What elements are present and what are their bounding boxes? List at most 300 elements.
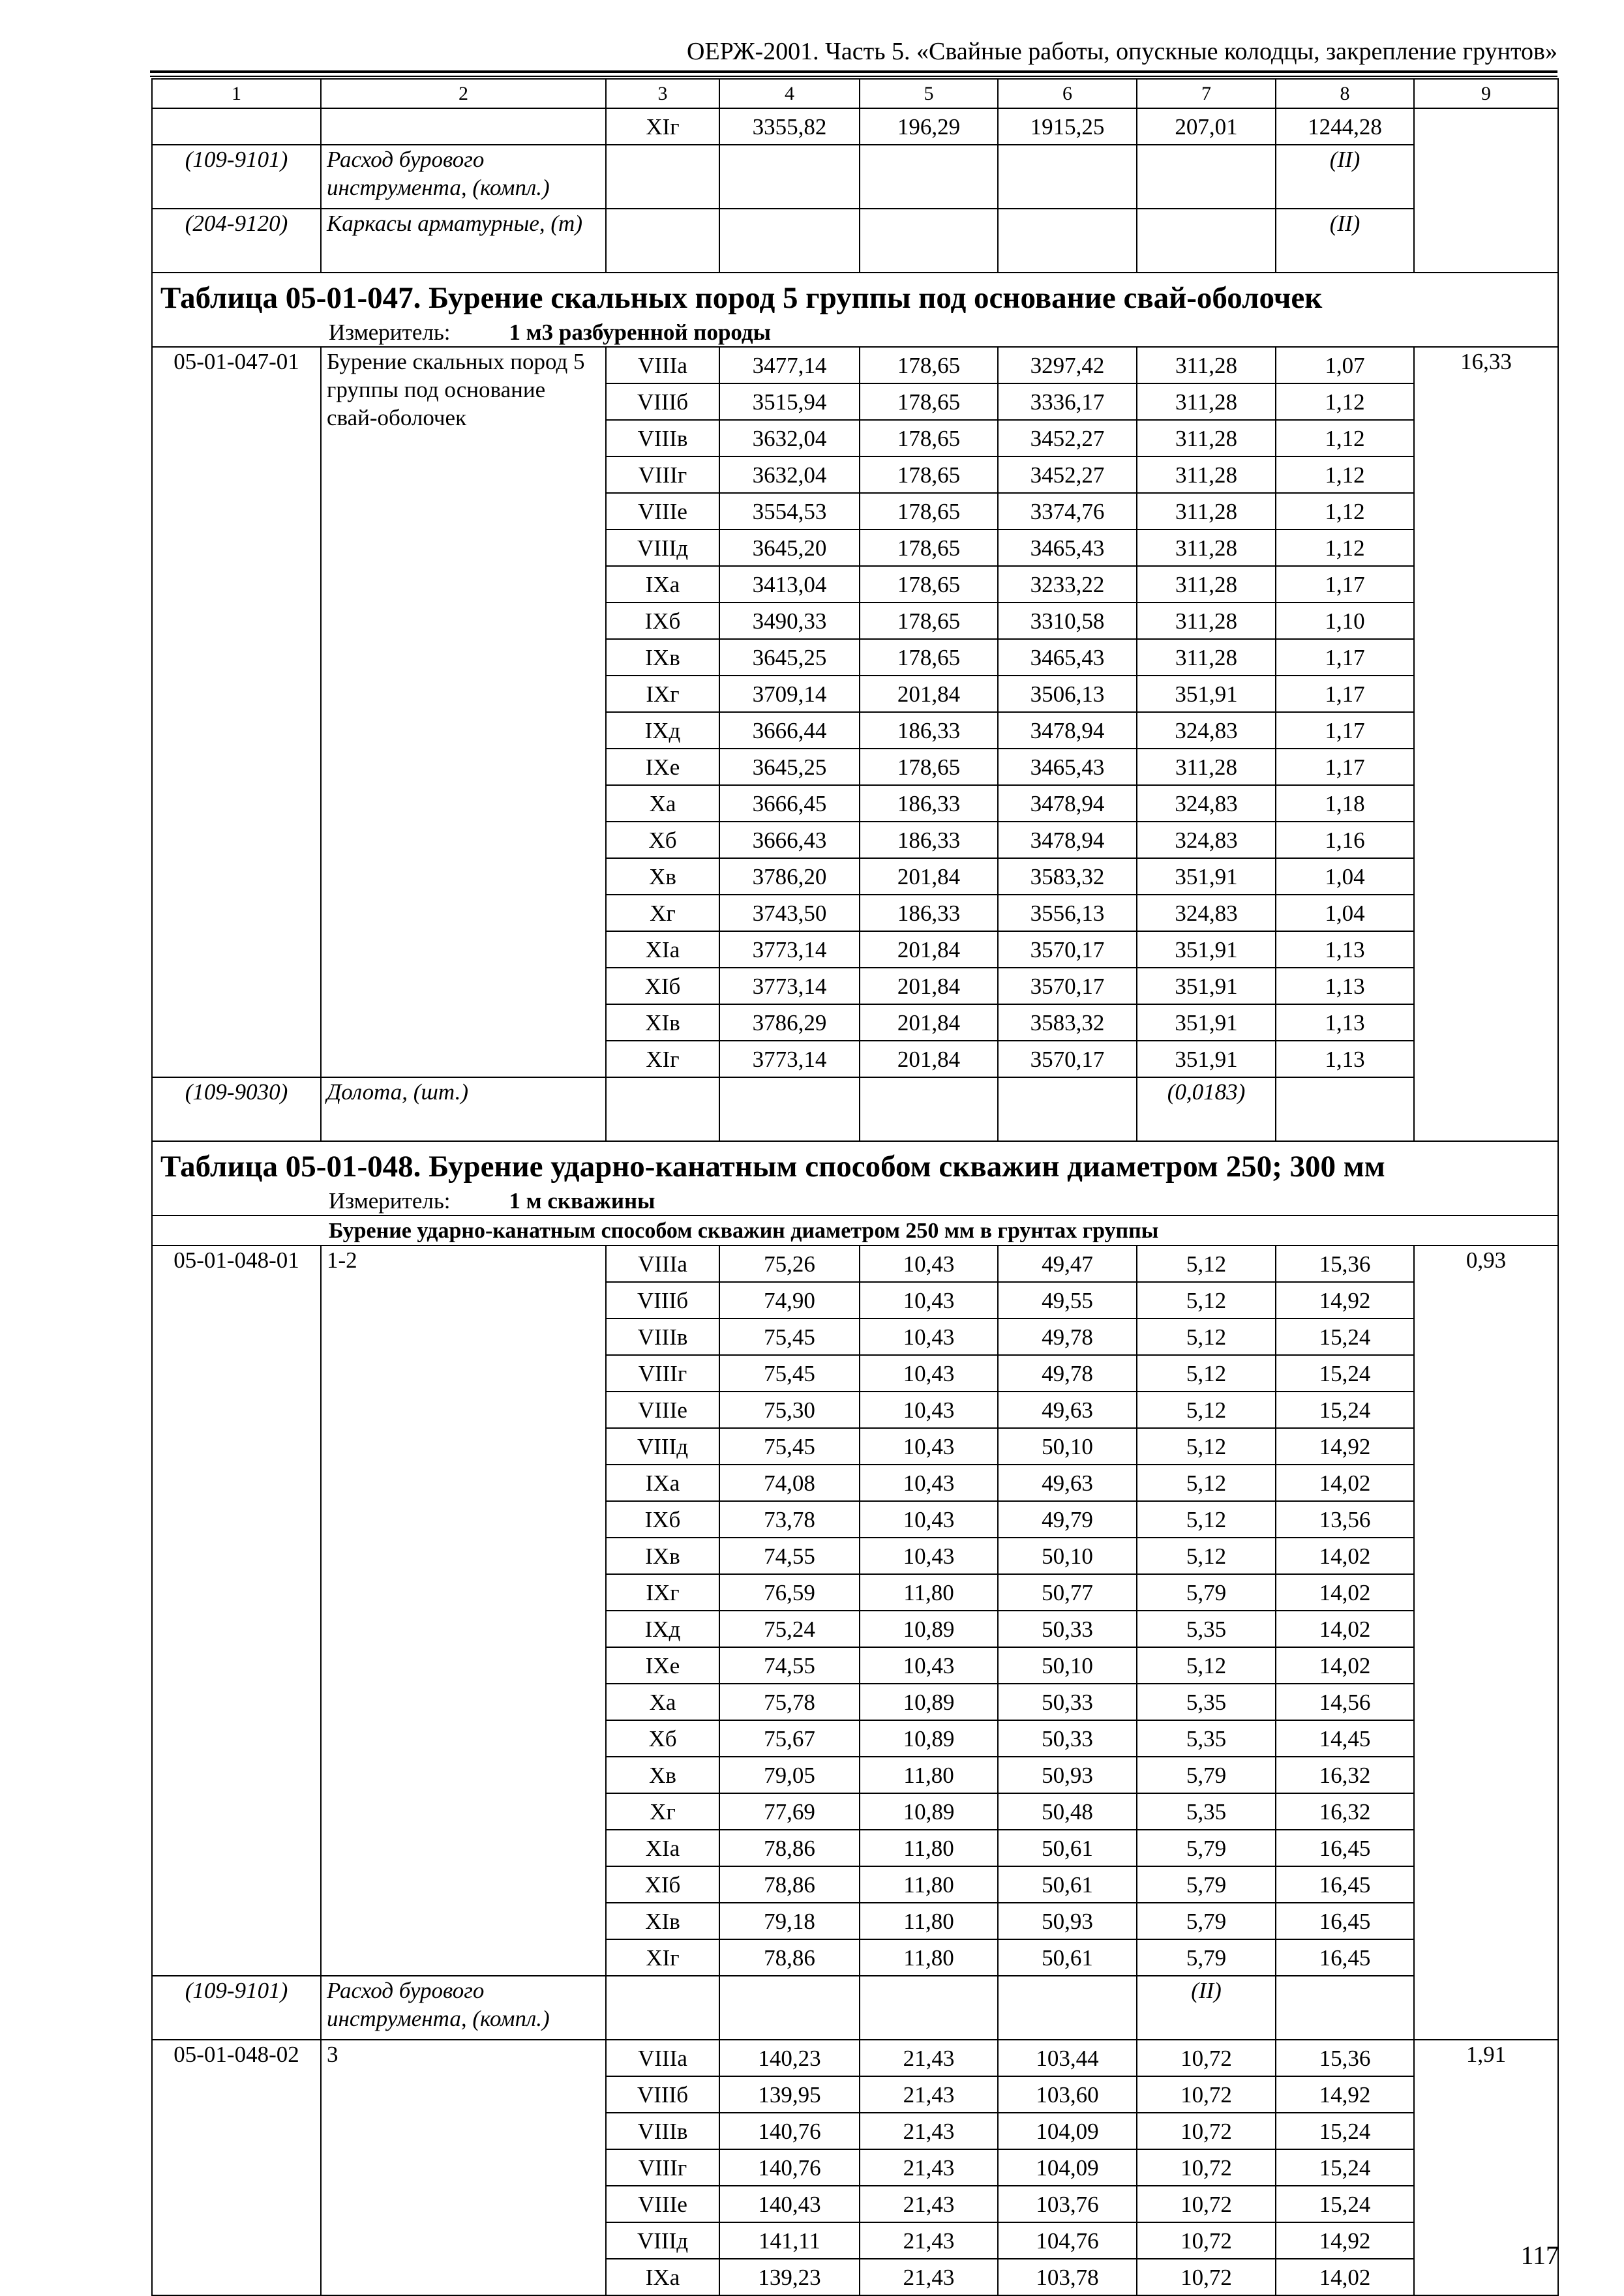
value-cell: 49,78 [998, 1355, 1137, 1392]
category-cell: VIIIа [606, 1245, 719, 1282]
empty-cell [719, 145, 860, 209]
value-cell: 201,84 [860, 1004, 998, 1041]
value-cell: 3570,17 [998, 1041, 1137, 1077]
category-cell: IXе [606, 749, 719, 785]
resource-name: Расход бурового инструмента, (компл.) [321, 1976, 606, 2040]
column-number: 8 [1276, 79, 1414, 108]
value-cell: 351,91 [1137, 1041, 1276, 1077]
value-cell: 74,90 [719, 1282, 860, 1319]
rate-code: 05-01-048-02 [152, 2040, 321, 2295]
value-cell: 311,28 [1137, 493, 1276, 529]
category-cell: XIб [606, 968, 719, 1004]
value-cell: 3413,04 [719, 566, 860, 603]
value-cell: 1,10 [1276, 603, 1414, 639]
value-cell: 74,08 [719, 1465, 860, 1501]
value-cell: 324,83 [1137, 785, 1276, 822]
value-cell: 3773,14 [719, 968, 860, 1004]
category-cell: VIIIб [606, 2076, 719, 2113]
value-cell: 10,89 [860, 1720, 998, 1757]
value-cell: 15,24 [1276, 2186, 1414, 2222]
coefficient-cell: 16,33 [1414, 347, 1558, 1141]
resource-value: (II) [1137, 1976, 1276, 2040]
value-cell: 178,65 [860, 493, 998, 529]
value-cell: 14,02 [1276, 1611, 1414, 1647]
rates-table-body [152, 79, 1558, 2295]
value-cell: 3570,17 [998, 931, 1137, 968]
rate-name: 3 [321, 2040, 606, 2295]
value-cell: 3310,58 [998, 603, 1137, 639]
header-rule-thin [150, 76, 1557, 77]
resource-value: (0,0183) [1137, 1077, 1276, 1141]
value-cell: 16,45 [1276, 1866, 1414, 1903]
value-cell: 1,18 [1276, 785, 1414, 822]
value-cell: 3632,04 [719, 456, 860, 493]
value-cell: 140,76 [719, 2149, 860, 2186]
value-cell: 178,65 [860, 639, 998, 676]
value-cell: 1,12 [1276, 456, 1414, 493]
value-cell: 49,63 [998, 1465, 1137, 1501]
value-cell: 10,43 [860, 1392, 998, 1428]
value-cell: 10,72 [1137, 2149, 1276, 2186]
value-cell: 50,48 [998, 1793, 1137, 1830]
value-cell: 3554,53 [719, 493, 860, 529]
value-cell: 75,30 [719, 1392, 860, 1428]
value-cell: 3452,27 [998, 420, 1137, 456]
running-header: ОЕРЖ-2001. Часть 5. «Свайные работы, опускные колодцы, закрепление грунтов» [687, 38, 1557, 65]
value-cell: 1,04 [1276, 858, 1414, 895]
value-cell: 10,89 [860, 1793, 998, 1830]
category-cell: VIIIа [606, 347, 719, 383]
measure-row-cell [152, 319, 1558, 347]
value-cell: 11,80 [860, 1939, 998, 1976]
value-cell: 324,83 [1137, 712, 1276, 749]
value-cell: 3773,14 [719, 931, 860, 968]
value-cell: 10,43 [860, 1465, 998, 1501]
value-cell: 5,12 [1137, 1392, 1276, 1428]
category-cell: XIб [606, 1866, 719, 1903]
value-cell: 3666,45 [719, 785, 860, 822]
resource-code: (109-9030) [152, 1077, 321, 1141]
value-cell: 10,43 [860, 1538, 998, 1574]
value-cell: 311,28 [1137, 566, 1276, 603]
value-cell: 15,24 [1276, 2149, 1414, 2186]
value-cell: 351,91 [1137, 968, 1276, 1004]
value-cell: 1,17 [1276, 749, 1414, 785]
rate-code-text: 05-01-047-01 [173, 349, 299, 374]
measure-row [152, 1187, 1558, 1215]
value-cell: 50,61 [998, 1830, 1137, 1866]
value-cell: 186,33 [860, 712, 998, 749]
value-cell: 324,83 [1137, 895, 1276, 931]
value-cell: 1,07 [1276, 347, 1414, 383]
data-row [152, 347, 1558, 383]
value-cell: 186,33 [860, 895, 998, 931]
empty-cell [606, 145, 719, 209]
category-cell: XIг [606, 1041, 719, 1077]
value-cell: 79,18 [719, 1903, 860, 1939]
empty-cell [719, 1976, 860, 2040]
empty-cell [1137, 145, 1276, 209]
value-cell: 3773,14 [719, 1041, 860, 1077]
value-cell: 49,63 [998, 1392, 1137, 1428]
category-cell: XIв [606, 1004, 719, 1041]
value-cell: 14,45 [1276, 1720, 1414, 1757]
value-cell: 49,78 [998, 1319, 1137, 1355]
value-cell: 1,17 [1276, 676, 1414, 712]
value-cell: 178,65 [860, 383, 998, 420]
category-cell: VIIIе [606, 2186, 719, 2222]
value-cell: 50,93 [998, 1903, 1137, 1939]
value-cell: 311,28 [1137, 420, 1276, 456]
value-cell: 16,32 [1276, 1757, 1414, 1793]
value-cell: 14,92 [1276, 1282, 1414, 1319]
category-cell: IXг [606, 676, 719, 712]
value-cell: 1,13 [1276, 968, 1414, 1004]
column-number: 1 [152, 79, 321, 108]
value-cell: 140,23 [719, 2040, 860, 2076]
value-cell: 74,55 [719, 1647, 860, 1684]
value-cell: 50,33 [998, 1684, 1137, 1720]
measure-unit: 1 м3 разбуренной породы [509, 320, 771, 345]
resource-row [152, 1077, 1558, 1141]
value-cell: 201,84 [860, 1041, 998, 1077]
resource-value: (II) [1276, 145, 1414, 209]
category-cell: IXд [606, 1611, 719, 1647]
value-cell: 10,72 [1137, 2076, 1276, 2113]
empty-cell [860, 1077, 998, 1141]
value-cell: 3478,94 [998, 822, 1137, 858]
value-cell: 49,79 [998, 1501, 1137, 1538]
category-cell: IXа [606, 566, 719, 603]
header-rule [150, 70, 1557, 73]
value-cell: 311,28 [1137, 529, 1276, 566]
table-title: Таблица 05-01-048. Бурение ударно-канатным способом скважин диаметром 250; 300 мм [152, 1141, 1558, 1187]
column-number: 4 [719, 79, 860, 108]
category-cell: XIг [606, 108, 719, 145]
value-cell: 14,92 [1276, 2222, 1414, 2259]
value-cell: 5,12 [1137, 1245, 1276, 1282]
value-cell: 10,43 [860, 1647, 998, 1684]
value-cell: 5,12 [1137, 1428, 1276, 1465]
measure-row [152, 319, 1558, 347]
category-cell: Xв [606, 1757, 719, 1793]
value-cell: 78,86 [719, 1866, 860, 1903]
empty-cell [998, 1976, 1137, 2040]
resource-name: Каркасы арматурные, (т) [321, 209, 606, 273]
category-cell: VIIIд [606, 2222, 719, 2259]
value-cell: 3666,44 [719, 712, 860, 749]
value-cell: 3465,43 [998, 639, 1137, 676]
value-cell: 3355,82 [719, 108, 860, 145]
value-cell: 311,28 [1137, 456, 1276, 493]
value-cell: 1244,28 [1276, 108, 1414, 145]
empty-cell [860, 209, 998, 273]
value-cell: 1,13 [1276, 1041, 1414, 1077]
coefficient-cell: 0,93 [1414, 1245, 1558, 2040]
value-cell: 103,44 [998, 2040, 1137, 2076]
value-cell: 15,24 [1276, 1392, 1414, 1428]
value-cell: 77,69 [719, 1793, 860, 1830]
value-cell: 1,17 [1276, 712, 1414, 749]
value-cell: 50,61 [998, 1866, 1137, 1903]
value-cell: 14,92 [1276, 2076, 1414, 2113]
resource-name: Расход бурового инструмента, (компл.) [321, 145, 606, 209]
value-cell: 50,10 [998, 1428, 1137, 1465]
resource-code: (109-9101) [152, 145, 321, 209]
value-cell: 21,43 [860, 2222, 998, 2259]
value-cell: 3709,14 [719, 676, 860, 712]
value-cell: 13,56 [1276, 1501, 1414, 1538]
value-cell: 14,02 [1276, 1574, 1414, 1611]
category-cell: VIIIе [606, 1392, 719, 1428]
category-cell: VIIIб [606, 1282, 719, 1319]
value-cell: 50,10 [998, 1538, 1137, 1574]
value-cell: 10,43 [860, 1428, 998, 1465]
value-cell: 75,26 [719, 1245, 860, 1282]
value-cell: 50,33 [998, 1720, 1137, 1757]
value-cell: 178,65 [860, 603, 998, 639]
value-cell: 5,79 [1137, 1939, 1276, 1976]
rate-name: 1-2 [321, 1245, 606, 1976]
value-cell: 103,60 [998, 2076, 1137, 2113]
category-cell: IXг [606, 1574, 719, 1611]
empty-cell [998, 1077, 1137, 1141]
value-cell: 74,55 [719, 1538, 860, 1574]
resource-row [152, 145, 1558, 209]
value-cell: 186,33 [860, 785, 998, 822]
value-cell: 16,45 [1276, 1903, 1414, 1939]
empty-cell [860, 1976, 998, 2040]
value-cell: 1,12 [1276, 383, 1414, 420]
empty-cell [606, 1077, 719, 1141]
value-cell: 11,80 [860, 1866, 998, 1903]
value-cell: 3743,50 [719, 895, 860, 931]
value-cell: 103,76 [998, 2186, 1137, 2222]
value-cell: 5,12 [1137, 1647, 1276, 1684]
category-cell: XIг [606, 1939, 719, 1976]
value-cell: 5,12 [1137, 1538, 1276, 1574]
rates-table [151, 78, 1559, 2296]
value-cell: 10,43 [860, 1501, 998, 1538]
category-cell: VIIIг [606, 456, 719, 493]
category-cell: Xа [606, 785, 719, 822]
value-cell: 76,59 [719, 1574, 860, 1611]
value-cell: 11,80 [860, 1757, 998, 1793]
value-cell: 50,10 [998, 1647, 1137, 1684]
value-cell: 196,29 [860, 108, 998, 145]
measure-label: Измеритель: [329, 1188, 451, 1214]
value-cell: 75,45 [719, 1355, 860, 1392]
value-cell: 3478,94 [998, 712, 1137, 749]
category-cell: VIIIе [606, 493, 719, 529]
value-cell: 1,17 [1276, 639, 1414, 676]
category-cell: VIIIд [606, 1428, 719, 1465]
value-cell: 1,12 [1276, 420, 1414, 456]
table-title-row [152, 1141, 1558, 1187]
column-number: 3 [606, 79, 719, 108]
value-cell: 311,28 [1137, 347, 1276, 383]
empty-cell [860, 145, 998, 209]
value-cell: 3556,13 [998, 895, 1137, 931]
value-cell: 3570,17 [998, 968, 1137, 1004]
value-cell: 14,92 [1276, 1428, 1414, 1465]
value-cell: 3465,43 [998, 749, 1137, 785]
coefficient-cell: 1,91 [1414, 2040, 1558, 2295]
value-cell: 201,84 [860, 676, 998, 712]
value-cell: 3786,29 [719, 1004, 860, 1041]
value-cell: 14,02 [1276, 1647, 1414, 1684]
value-cell: 351,91 [1137, 931, 1276, 968]
category-cell: Xб [606, 1720, 719, 1757]
resource-code: (109-9101) [152, 1976, 321, 2040]
value-cell: 16,32 [1276, 1793, 1414, 1830]
category-cell: XIа [606, 931, 719, 968]
empty-cell [719, 1077, 860, 1141]
category-cell: IXб [606, 1501, 719, 1538]
category-cell: VIIIг [606, 1355, 719, 1392]
value-cell: 50,93 [998, 1757, 1137, 1793]
value-cell: 5,35 [1137, 1684, 1276, 1720]
category-cell: Xг [606, 895, 719, 931]
value-cell: 5,12 [1137, 1465, 1276, 1501]
value-cell: 3490,33 [719, 603, 860, 639]
value-cell: 10,72 [1137, 2259, 1276, 2295]
category-cell: IXв [606, 1538, 719, 1574]
resource-row [152, 1976, 1558, 2040]
value-cell: 3632,04 [719, 420, 860, 456]
value-cell: 21,43 [860, 2149, 998, 2186]
value-cell: 3374,76 [998, 493, 1137, 529]
value-cell: 50,61 [998, 1939, 1137, 1976]
coefficient-cell [1414, 108, 1558, 273]
value-cell: 49,47 [998, 1245, 1137, 1282]
value-cell: 3786,20 [719, 858, 860, 895]
value-cell: 201,84 [860, 858, 998, 895]
value-cell: 139,23 [719, 2259, 860, 2295]
category-cell: IXб [606, 603, 719, 639]
column-number-row [152, 79, 1558, 108]
value-cell: 104,09 [998, 2149, 1137, 2186]
value-cell: 78,86 [719, 1939, 860, 1976]
value-cell: 178,65 [860, 456, 998, 493]
value-cell: 16,45 [1276, 1830, 1414, 1866]
value-cell: 3645,25 [719, 639, 860, 676]
value-cell: 201,84 [860, 968, 998, 1004]
category-cell: XIа [606, 1830, 719, 1866]
empty-cell [1137, 209, 1276, 273]
value-cell: 11,80 [860, 1830, 998, 1866]
value-cell: 15,24 [1276, 1355, 1414, 1392]
value-cell: 311,28 [1137, 383, 1276, 420]
rate-code [152, 347, 321, 1077]
category-cell: IXа [606, 2259, 719, 2295]
value-cell: 3336,17 [998, 383, 1137, 420]
value-cell: 5,79 [1137, 1866, 1276, 1903]
value-cell: 16,45 [1276, 1939, 1414, 1976]
value-cell: 5,35 [1137, 1793, 1276, 1830]
category-cell: VIIIв [606, 1319, 719, 1355]
subheading: Бурение ударно-канатным способом скважин диаметром 250 мм в грунтах группы [152, 1215, 1558, 1245]
value-cell: 75,45 [719, 1428, 860, 1465]
value-cell: 10,72 [1137, 2222, 1276, 2259]
value-cell: 21,43 [860, 2076, 998, 2113]
value-cell: 1,16 [1276, 822, 1414, 858]
value-cell: 5,12 [1137, 1319, 1276, 1355]
resource-row [152, 209, 1558, 273]
value-cell: 10,89 [860, 1611, 998, 1647]
value-cell: 10,72 [1137, 2113, 1276, 2149]
category-cell: VIIIг [606, 2149, 719, 2186]
value-cell: 5,12 [1137, 1501, 1276, 1538]
value-cell: 75,67 [719, 1720, 860, 1757]
value-cell: 21,43 [860, 2113, 998, 2149]
category-cell: Xг [606, 1793, 719, 1830]
value-cell: 14,02 [1276, 1465, 1414, 1501]
value-cell: 3233,22 [998, 566, 1137, 603]
value-cell: 73,78 [719, 1501, 860, 1538]
category-cell: IXв [606, 639, 719, 676]
column-number: 5 [860, 79, 998, 108]
value-cell: 1,13 [1276, 931, 1414, 968]
value-cell: 50,77 [998, 1574, 1137, 1611]
value-cell: 21,43 [860, 2040, 998, 2076]
value-cell: 3583,32 [998, 858, 1137, 895]
data-row [152, 108, 1558, 145]
value-cell: 3478,94 [998, 785, 1137, 822]
value-cell: 140,43 [719, 2186, 860, 2222]
value-cell: 1,12 [1276, 493, 1414, 529]
empty-cell [998, 145, 1137, 209]
value-cell: 178,65 [860, 347, 998, 383]
value-cell: 5,79 [1137, 1903, 1276, 1939]
empty-cell [998, 209, 1137, 273]
value-cell: 11,80 [860, 1903, 998, 1939]
column-number: 9 [1414, 79, 1558, 108]
column-number: 2 [321, 79, 606, 108]
value-cell: 207,01 [1137, 108, 1276, 145]
empty-cell [719, 209, 860, 273]
value-cell: 78,86 [719, 1830, 860, 1866]
measure-row-cell [152, 1187, 1558, 1215]
category-cell: IXе [606, 1647, 719, 1684]
table-title: Таблица 05-01-047. Бурение скальных пород 5 группы под основание свай-оболочек [152, 273, 1558, 319]
value-cell: 139,95 [719, 2076, 860, 2113]
column-number: 6 [998, 79, 1137, 108]
value-cell: 1,12 [1276, 529, 1414, 566]
category-cell: VIIIб [606, 383, 719, 420]
rate-name: Бурение скальных пород 5 группы под основание свай-оболочек [321, 347, 606, 1077]
category-cell: XIв [606, 1903, 719, 1939]
value-cell: 351,91 [1137, 1004, 1276, 1041]
value-cell: 10,43 [860, 1355, 998, 1392]
value-cell: 5,35 [1137, 1720, 1276, 1757]
category-cell: VIIIд [606, 529, 719, 566]
value-cell: 5,79 [1137, 1757, 1276, 1793]
value-cell: 201,84 [860, 931, 998, 968]
resource-code: (204-9120) [152, 209, 321, 273]
page-number: 117 [1520, 2241, 1559, 2270]
category-cell: Xб [606, 822, 719, 858]
category-cell: Xа [606, 1684, 719, 1720]
value-cell: 141,11 [719, 2222, 860, 2259]
category-cell: VIIIв [606, 420, 719, 456]
value-cell: 5,35 [1137, 1611, 1276, 1647]
value-cell: 324,83 [1137, 822, 1276, 858]
subheading-row [152, 1215, 1558, 1245]
category-cell: IXа [606, 1465, 719, 1501]
value-cell: 5,79 [1137, 1574, 1276, 1611]
value-cell: 15,24 [1276, 2113, 1414, 2149]
